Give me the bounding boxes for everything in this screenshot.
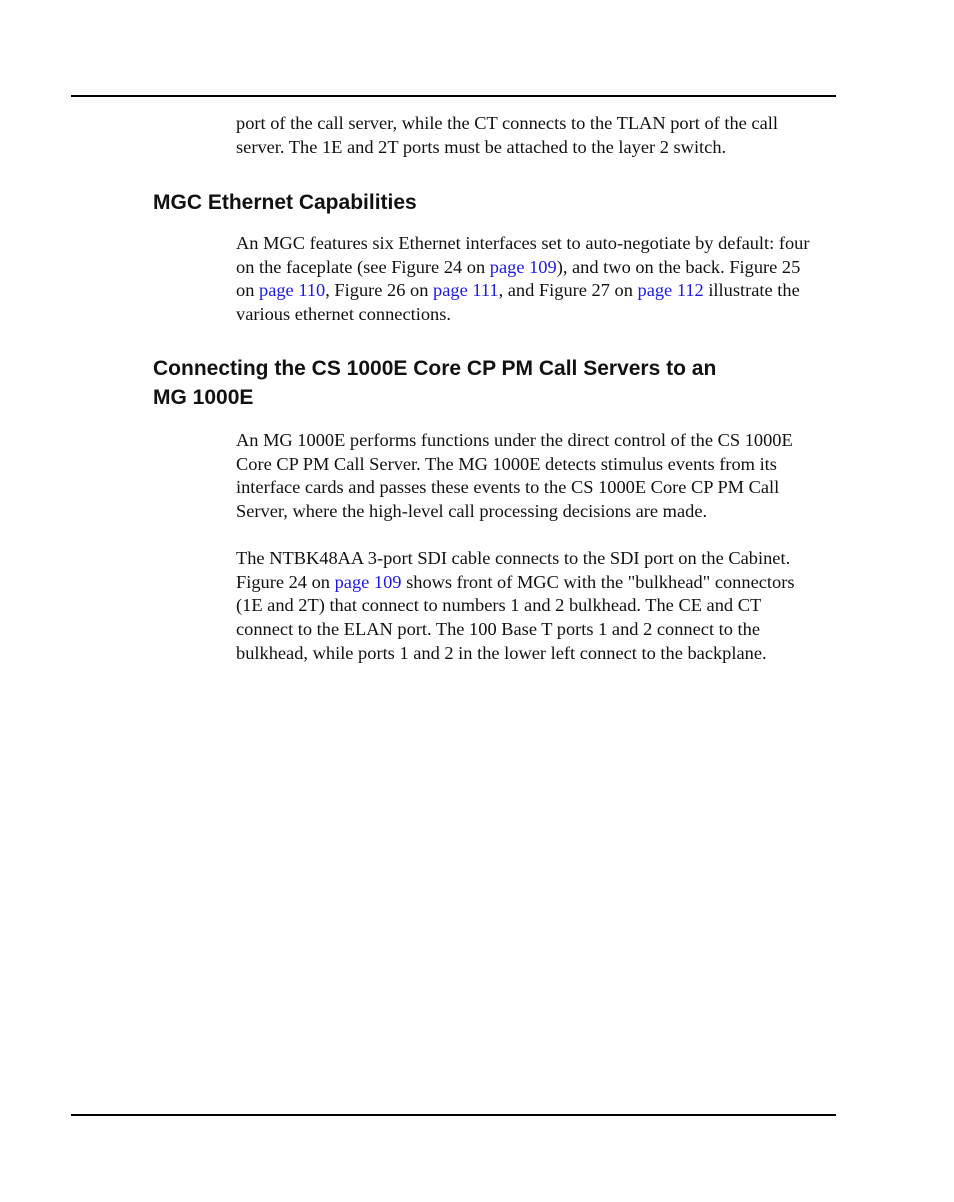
connect-p2-line-2-text-b: shows front of MGC with the "bulkhead" connectors — [401, 571, 795, 592]
mgc-line-2-text-a: on the faceplate (see Figure 24 on — [236, 256, 490, 277]
link-page-109-second[interactable]: page 109 — [334, 571, 402, 592]
mgc-line-4: various ethernet connections. — [236, 304, 451, 325]
header-rule — [71, 95, 836, 97]
mgc-line-3-text-c: , and Figure 27 on — [498, 280, 638, 301]
mgc-line-3 — [236, 279, 836, 303]
link-page-112[interactable]: page 112 — [637, 280, 704, 301]
mgc-ethernet-paragraph — [236, 232, 836, 327]
connect-p2-line-2 — [236, 571, 836, 595]
mgc-line-2-text-b: ), and two on the back. Figure 25 — [556, 256, 801, 277]
footer-rule — [71, 1114, 836, 1116]
connect-p2-line-2-text-a: Figure 24 on — [236, 571, 335, 592]
mgc-line-3-text-b: , Figure 26 on — [325, 280, 434, 301]
connecting-paragraph-2 — [236, 547, 836, 666]
link-page-109[interactable]: page 109 — [489, 256, 557, 277]
intro-line-1: port of the call server, while the CT connects to the TLAN port of the call — [236, 113, 778, 133]
connecting-heading-line-2: MG 1000E — [153, 386, 254, 409]
mgc-line-1: An MGC features six Ethernet interfaces set to auto-negotiate by default: four — [236, 233, 810, 253]
connect-p1-line-4: Server, where the high-level call processing decisions are made. — [236, 501, 708, 522]
connect-p2-line-3: (1E and 2T) that connect to numbers 1 and 2 bulkhead. The CE and CT — [236, 595, 762, 616]
link-page-110[interactable]: page 110 — [259, 280, 326, 301]
mgc-ethernet-heading: MGC Ethernet Capabilities — [153, 191, 417, 214]
link-page-111[interactable]: page 111 — [433, 280, 499, 301]
connect-p2-line-5: bulkhead, while ports 1 and 2 in the lower left connect to the backplane. — [236, 642, 767, 663]
mgc-line-2 — [236, 256, 836, 280]
intro-paragraph — [236, 112, 836, 159]
connecting-paragraph-1 — [236, 429, 836, 524]
intro-line-2: server. The 1E and 2T ports must be attached to the layer 2 switch. — [236, 136, 727, 157]
connect-p1-line-2: Core CP PM Call Server. The MG 1000E detects stimulus events from its — [236, 453, 777, 474]
connecting-heading — [153, 354, 716, 412]
mgc-line-3-text-a: on — [236, 280, 259, 301]
connect-p2-line-4: connect to the ELAN port. The 100 Base T ports 1 and 2 connect to the — [236, 619, 761, 640]
connect-p1-line-1: An MG 1000E performs functions under the direct control of the CS 1000E — [236, 430, 793, 450]
mgc-line-3-text-d: illustrate the — [703, 280, 800, 301]
connect-p2-line-1: The NTBK48AA 3-port SDI cable connects to the SDI port on the Cabinet. — [236, 548, 791, 568]
connecting-heading-line-1: Connecting the CS 1000E Core CP PM Call Servers to an — [153, 357, 717, 380]
connect-p1-line-3: interface cards and passes these events to the CS 1000E Core CP PM Call — [236, 477, 780, 498]
